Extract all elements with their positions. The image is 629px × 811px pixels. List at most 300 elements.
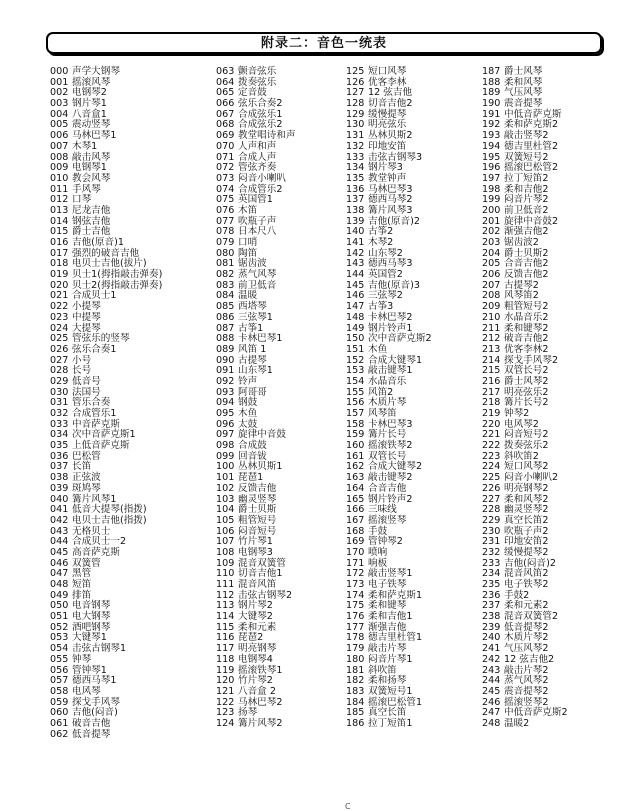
instrument-number: 218 — [482, 397, 501, 409]
instrument-name: 双簧短号1 — [368, 685, 413, 697]
instrument-number: 037 — [50, 461, 69, 473]
instrument-name: 长笛 — [72, 461, 92, 473]
instrument-number: 072 — [216, 162, 235, 174]
instrument-name: 英国管1 — [238, 194, 273, 206]
instrument-number: 027 — [50, 354, 69, 366]
instrument-number: 127 — [346, 87, 365, 99]
instrument-number: 224 — [482, 461, 501, 473]
instrument-name: 粗管短号2 — [504, 301, 549, 313]
instrument-number: 180 — [346, 653, 365, 665]
instrument-name: 木鱼 — [238, 408, 258, 419]
instrument-name: 混音风笛2 — [504, 568, 549, 580]
instrument-number: 203 — [482, 237, 501, 248]
instrument-name: 竹片琴2 — [238, 675, 273, 687]
instrument-name: 击弦古钢琴1 — [72, 643, 127, 655]
instrument-number: 217 — [482, 386, 501, 398]
instrument-number: 110 — [216, 568, 235, 580]
instrument-number: 062 — [50, 728, 69, 740]
instrument-number: 088 — [216, 333, 235, 345]
instrument-number: 073 — [216, 172, 235, 184]
instrument-name: 摇滚风琴 — [72, 76, 111, 88]
instrument-name: 摇滚竖琴 — [368, 514, 407, 526]
instrument-name: 古筝3 — [368, 301, 394, 313]
instrument-number: 080 — [216, 247, 235, 259]
instrument-number: 128 — [346, 98, 365, 110]
instrument-name: 中提琴 — [72, 311, 101, 323]
instrument-number: 031 — [50, 397, 69, 409]
instrument-name: 低音提琴2 — [504, 621, 549, 633]
instrument-number: 233 — [482, 557, 501, 569]
instrument-number: 198 — [482, 183, 501, 195]
instrument-column-4 — [482, 67, 568, 730]
instrument-name: 明亮钢琴2 — [504, 482, 549, 494]
instrument-number: 131 — [346, 130, 365, 142]
instrument-name: 爵士贝斯 — [238, 504, 277, 516]
instrument-number: 096 — [216, 418, 235, 430]
instrument-row — [346, 516, 432, 527]
instrument-name: 人声和声 — [238, 140, 277, 152]
instrument-number: 177 — [346, 621, 365, 633]
instrument-name: 手鼓 — [368, 525, 388, 537]
instrument-name: 敲击键琴2 — [368, 472, 413, 484]
instrument-name: 钢弦吉他 — [72, 215, 111, 227]
instrument-name: 回音钹 — [238, 450, 267, 462]
instrument-number: 015 — [50, 226, 69, 238]
instrument-number: 070 — [216, 140, 235, 152]
instrument-number: 137 — [346, 194, 365, 206]
instrument-name: 钢片铃声1 — [368, 322, 413, 334]
instrument-name: 爵士风琴2 — [504, 375, 549, 387]
instrument-name: 混音风笛 — [238, 579, 277, 590]
instrument-number: 226 — [482, 482, 501, 494]
instrument-name: 合成管乐1 — [72, 408, 117, 419]
page-footer-mark: C — [345, 802, 351, 811]
instrument-number: 099 — [216, 450, 235, 462]
instrument-name: 破音吉他2 — [504, 333, 549, 345]
instrument-number: 118 — [216, 653, 235, 665]
instrument-number: 140 — [346, 226, 365, 238]
instrument-number: 201 — [482, 215, 501, 227]
instrument-number: 241 — [482, 643, 501, 655]
instrument-number: 194 — [482, 140, 501, 152]
instrument-name: 闷音小喇叭2 — [504, 472, 559, 484]
instrument-name: 柔和风琴2 — [504, 493, 549, 505]
instrument-number: 235 — [482, 579, 501, 590]
instrument-number: 016 — [50, 237, 69, 248]
instrument-number: 240 — [482, 632, 501, 644]
instrument-name: 丛林贝斯2 — [368, 130, 413, 142]
instrument-number: 001 — [50, 76, 69, 88]
instrument-name: 强烈的破音吉他 — [72, 247, 140, 259]
instrument-name: 明亮钢琴 — [238, 643, 277, 655]
instrument-number: 209 — [482, 301, 501, 313]
instrument-name: 斜吹笛2 — [504, 450, 539, 462]
instrument-name: 古筝1 — [238, 322, 264, 334]
instrument-number: 063 — [216, 66, 235, 77]
instrument-name: 吉他(原音)3 — [368, 279, 420, 291]
instrument-name: 吹瓶子声 — [238, 215, 277, 227]
instrument-number: 103 — [216, 493, 235, 505]
instrument-name: 拉丁短笛1 — [368, 717, 413, 729]
instrument-number: 232 — [482, 546, 501, 558]
instrument-name: 教堂钟声 — [368, 172, 407, 184]
instrument-number: 046 — [50, 557, 69, 569]
instrument-number: 153 — [346, 365, 365, 377]
instrument-number: 186 — [346, 717, 365, 729]
instrument-number: 149 — [346, 322, 365, 334]
instrument-number: 244 — [482, 675, 501, 687]
instrument-name: 前卫低音2 — [504, 204, 549, 216]
instrument-number: 171 — [346, 557, 365, 569]
instrument-name: 短口风琴 — [368, 66, 407, 77]
instrument-name: 斑鸠琴 — [72, 482, 101, 494]
instrument-number: 004 — [50, 108, 69, 120]
instrument-number: 225 — [482, 472, 501, 484]
instrument-name: 破音吉他 — [72, 717, 111, 729]
title-banner — [46, 32, 602, 54]
instrument-name: 钟琴 — [72, 653, 92, 665]
instrument-number: 193 — [482, 130, 501, 142]
instrument-number: 019 — [50, 269, 69, 281]
instrument-number: 214 — [482, 354, 501, 366]
instrument-name: 八音盒 2 — [238, 685, 276, 697]
instrument-name: 篝片长号2 — [504, 397, 549, 409]
instrument-number: 032 — [50, 408, 69, 419]
instrument-name: 拨奏弦乐 — [238, 76, 277, 88]
instrument-number: 040 — [50, 493, 69, 505]
instrument-name: 摇滚竖琴2 — [504, 696, 549, 708]
instrument-number: 166 — [346, 504, 365, 516]
instrument-number: 017 — [50, 247, 69, 259]
instrument-name: 电贝士吉他(拔片) — [72, 258, 147, 270]
instrument-number: 068 — [216, 119, 235, 131]
instrument-name: 上低音萨克斯 — [72, 440, 130, 452]
instrument-number: 143 — [346, 258, 365, 270]
instrument-number: 077 — [216, 215, 235, 227]
instrument-number: 228 — [482, 504, 501, 516]
instrument-number: 069 — [216, 130, 235, 142]
instrument-number: 152 — [346, 354, 365, 366]
instrument-row — [50, 174, 162, 185]
instrument-name: 古筝2 — [368, 226, 394, 238]
instrument-name: 短口风琴2 — [504, 461, 549, 473]
instrument-number: 112 — [216, 589, 235, 601]
instrument-number: 144 — [346, 269, 365, 281]
instrument-number: 190 — [482, 98, 501, 110]
instrument-number: 182 — [346, 675, 365, 687]
instrument-name: 木琴2 — [368, 237, 394, 248]
instrument-name: 摇滚巴松管2 — [504, 162, 559, 174]
instrument-number: 025 — [50, 333, 69, 345]
instrument-number: 202 — [482, 226, 501, 238]
instrument-name: 三弦琴1 — [238, 311, 273, 323]
instrument-number: 142 — [346, 247, 365, 259]
instrument-number: 170 — [346, 546, 365, 558]
instrument-number: 122 — [216, 696, 235, 708]
instrument-number: 066 — [216, 98, 235, 110]
instrument-number: 245 — [482, 685, 501, 697]
instrument-number: 100 — [216, 461, 235, 473]
instrument-number: 173 — [346, 579, 365, 590]
instrument-name: 双簧管 — [72, 557, 101, 569]
instrument-number: 051 — [50, 611, 69, 623]
instrument-number: 117 — [216, 643, 235, 655]
instrument-name: 电风琴2 — [504, 418, 539, 430]
instrument-name: 大提琴 — [72, 322, 101, 334]
instrument-name: 闷音片琴2 — [504, 194, 549, 206]
instrument-number: 089 — [216, 343, 235, 355]
instrument-number: 125 — [346, 66, 365, 77]
instrument-name: 敲击片琴2 — [504, 664, 549, 676]
instrument-name: 敲击竖琴1 — [368, 568, 413, 580]
instrument-name: 马林巴琴3 — [368, 183, 413, 195]
instrument-name: 印地安笛2 — [504, 536, 549, 548]
instrument-name: 印地安笛 — [368, 140, 407, 152]
instrument-name: 真空长笛2 — [504, 514, 549, 526]
instrument-name: 丛林贝斯1 — [238, 461, 283, 473]
instrument-name: 篝片风琴2 — [238, 717, 283, 729]
instrument-number: 041 — [50, 504, 69, 516]
instrument-number: 208 — [482, 290, 501, 302]
instrument-number: 234 — [482, 568, 501, 580]
instrument-name: 黑管 — [72, 568, 92, 580]
instrument-number: 055 — [50, 653, 69, 665]
instrument-name: 爵士风琴 — [504, 66, 543, 77]
instrument-name: 弦乐合奏1 — [72, 343, 117, 355]
instrument-number: 120 — [216, 675, 235, 687]
instrument-number: 231 — [482, 536, 501, 548]
instrument-number: 078 — [216, 226, 235, 238]
instrument-name: 合成大键琴2 — [368, 461, 423, 473]
instrument-number: 159 — [346, 429, 365, 441]
instrument-name: 电贝士吉他(指拨) — [72, 514, 147, 526]
instrument-name: 德西马琴3 — [368, 258, 413, 270]
instrument-name: 喷响 — [368, 546, 388, 558]
instrument-name: 摇滚铁琴1 — [238, 664, 283, 676]
instrument-number: 021 — [50, 290, 69, 302]
instrument-number: 227 — [482, 493, 501, 505]
instrument-name: 幽灵竖琴 — [238, 493, 277, 505]
instrument-number: 014 — [50, 215, 69, 227]
instrument-name: 长号 — [72, 365, 92, 377]
instrument-number: 058 — [50, 685, 69, 697]
instrument-number: 176 — [346, 611, 365, 623]
instrument-name: 优客李林2 — [504, 343, 549, 355]
instrument-number: 188 — [482, 76, 501, 88]
instrument-name: 电钢琴2 — [72, 87, 107, 99]
instrument-number: 035 — [50, 440, 69, 452]
instrument-number: 129 — [346, 108, 365, 120]
instrument-number: 204 — [482, 247, 501, 259]
instrument-number: 098 — [216, 440, 235, 452]
instrument-name: 小号 — [72, 354, 92, 366]
instrument-number: 243 — [482, 664, 501, 676]
instrument-name: 古提琴 — [238, 354, 267, 366]
instrument-number: 174 — [346, 589, 365, 601]
instrument-name: 次中音萨克斯2 — [368, 333, 432, 345]
instrument-number: 213 — [482, 343, 501, 355]
instrument-number: 081 — [216, 258, 235, 270]
instrument-number: 139 — [346, 215, 365, 227]
instrument-name: 柔和吉他2 — [504, 183, 549, 195]
instrument-name: 电钢琴3 — [238, 546, 273, 558]
instrument-name: 击弦古钢琴3 — [368, 151, 423, 163]
instrument-number: 189 — [482, 87, 501, 99]
instrument-name: 反馈吉他2 — [504, 269, 549, 281]
instrument-name: 闷音短号2 — [504, 429, 549, 441]
instrument-name: 粗管短号 — [238, 514, 277, 526]
instrument-name: 竹片琴1 — [238, 536, 273, 548]
instrument-number: 220 — [482, 418, 501, 430]
instrument-name: 明亮弦乐2 — [504, 386, 549, 398]
instrument-name: 陶笛 — [238, 247, 258, 259]
instrument-number: 097 — [216, 429, 235, 441]
instrument-number: 242 — [482, 653, 501, 665]
instrument-number: 219 — [482, 408, 501, 419]
instrument-name: 柔和萨克斯2 — [504, 119, 559, 131]
instrument-number: 197 — [482, 172, 501, 184]
instrument-number: 006 — [50, 130, 69, 142]
instrument-name: 气压风琴2 — [504, 643, 549, 655]
instrument-name: 大键琴2 — [238, 611, 273, 623]
instrument-number: 163 — [346, 472, 365, 484]
instrument-number: 185 — [346, 707, 365, 719]
instrument-number: 130 — [346, 119, 365, 131]
instrument-number: 005 — [50, 119, 69, 131]
instrument-name: 风笛 1 — [238, 343, 267, 355]
instrument-number: 212 — [482, 333, 501, 345]
instrument-name: 琵琶2 — [238, 632, 264, 644]
instrument-number: 154 — [346, 375, 365, 387]
instrument-number: 179 — [346, 643, 365, 655]
instrument-name: 电音钢琴 — [72, 600, 111, 612]
instrument-name: 合成人声 — [238, 151, 277, 163]
instrument-number: 109 — [216, 557, 235, 569]
instrument-name: 短笛 — [72, 579, 92, 590]
instrument-name: 蒸气风琴2 — [504, 675, 549, 687]
instrument-name: 合成弦乐1 — [238, 108, 283, 120]
instrument-name: 摇滚铁琴2 — [368, 440, 413, 452]
instrument-name: 混音双簧管 — [238, 557, 286, 569]
instrument-row — [50, 345, 162, 356]
instrument-number: 151 — [346, 343, 365, 355]
instrument-number: 020 — [50, 279, 69, 291]
instrument-name: 三味线 — [368, 504, 397, 516]
instrument-name: 摇滚巴松管1 — [368, 696, 423, 708]
instrument-number: 010 — [50, 172, 69, 184]
instrument-name: 合成鼓 — [238, 440, 267, 452]
instrument-name: 双管长号 — [368, 450, 407, 462]
instrument-number: 048 — [50, 579, 69, 590]
instrument-number: 093 — [216, 386, 235, 398]
instrument-name: 震动竖琴 — [72, 119, 111, 131]
instrument-name: 震音提琴2 — [504, 685, 549, 697]
instrument-number: 123 — [216, 707, 235, 719]
instrument-number: 124 — [216, 717, 235, 729]
instrument-number: 079 — [216, 237, 235, 248]
instrument-number: 104 — [216, 504, 235, 516]
instrument-row — [346, 719, 432, 730]
instrument-name: 柔和元素 — [238, 621, 277, 633]
instrument-number: 044 — [50, 536, 69, 548]
instrument-number: 175 — [346, 600, 365, 612]
instrument-name: 锯齿波2 — [504, 237, 539, 248]
instrument-name: 柔和键琴 — [368, 600, 407, 612]
instrument-number: 200 — [482, 204, 501, 216]
instrument-number: 067 — [216, 108, 235, 120]
instrument-name: 反馈吉他 — [238, 482, 277, 494]
instrument-name: 前卫低音 — [238, 279, 277, 291]
instrument-name: 斜吹笛 — [368, 664, 397, 676]
instrument-name: 12 弦吉他2 — [504, 653, 555, 665]
instrument-name: 尼龙吉他 — [72, 204, 111, 216]
instrument-number: 060 — [50, 707, 69, 719]
instrument-name: 击弦古钢琴2 — [238, 589, 293, 601]
instrument-number: 030 — [50, 386, 69, 398]
instrument-number: 211 — [482, 322, 501, 334]
instrument-name: 钢片琴1 — [72, 98, 107, 110]
instrument-name: 柔和风琴 — [504, 76, 543, 88]
instrument-number: 223 — [482, 450, 501, 462]
instrument-name: 无格贝士 — [72, 525, 111, 537]
instrument-number: 216 — [482, 375, 501, 387]
instrument-number: 119 — [216, 664, 235, 676]
instrument-number: 156 — [346, 397, 365, 409]
instrument-number: 183 — [346, 685, 365, 697]
instrument-name: 合成弦乐2 — [238, 119, 283, 131]
instrument-number: 155 — [346, 386, 365, 398]
instrument-name: 吉他(原音)2 — [368, 215, 420, 227]
instrument-name: 德西马琴1 — [72, 675, 117, 687]
instrument-number: 141 — [346, 237, 365, 248]
instrument-name: 低音提琴 — [72, 728, 111, 740]
instrument-number: 002 — [50, 87, 69, 99]
instrument-number: 105 — [216, 514, 235, 526]
instrument-name: 拉丁短笛2 — [504, 172, 549, 184]
instrument-name: 管乐合奏 — [72, 397, 111, 409]
instrument-name: 吉他(原音)1 — [72, 237, 124, 248]
instrument-number: 074 — [216, 183, 235, 195]
instrument-number: 136 — [346, 183, 365, 195]
instrument-name: 敲击风琴 — [72, 151, 111, 163]
instrument-name: 探戈手风琴 — [72, 696, 120, 708]
instrument-number: 043 — [50, 525, 69, 537]
instrument-name: 探戈手风琴2 — [504, 354, 559, 366]
instrument-number: 045 — [50, 546, 69, 558]
instrument-name: 铃声 — [238, 375, 258, 387]
instrument-number: 054 — [50, 643, 69, 655]
instrument-name: 双管长号2 — [504, 365, 549, 377]
instrument-number: 000 — [50, 66, 69, 77]
instrument-number: 237 — [482, 600, 501, 612]
instrument-name: 爵士贝斯2 — [504, 247, 549, 259]
instrument-name: 电钢琴4 — [238, 653, 273, 665]
instrument-name: 管钟琴2 — [368, 536, 403, 548]
instrument-number: 206 — [482, 269, 501, 281]
instrument-number: 161 — [346, 450, 365, 462]
instrument-number: 057 — [50, 675, 69, 687]
instrument-number: 164 — [346, 482, 365, 494]
instrument-name: 木鱼 — [368, 343, 388, 355]
instrument-number: 147 — [346, 301, 365, 313]
instrument-name: 合成大键琴1 — [368, 354, 423, 366]
instrument-name: 风琴笛 — [368, 408, 397, 419]
instrument-name: 贝士1(拇指敲击弹奏) — [72, 269, 163, 281]
instrument-name: 缓慢提琴2 — [504, 546, 549, 558]
instrument-name: 钟琴2 — [504, 408, 530, 419]
instrument-name: 德吉里杜管1 — [368, 632, 423, 644]
instrument-number: 087 — [216, 322, 235, 334]
